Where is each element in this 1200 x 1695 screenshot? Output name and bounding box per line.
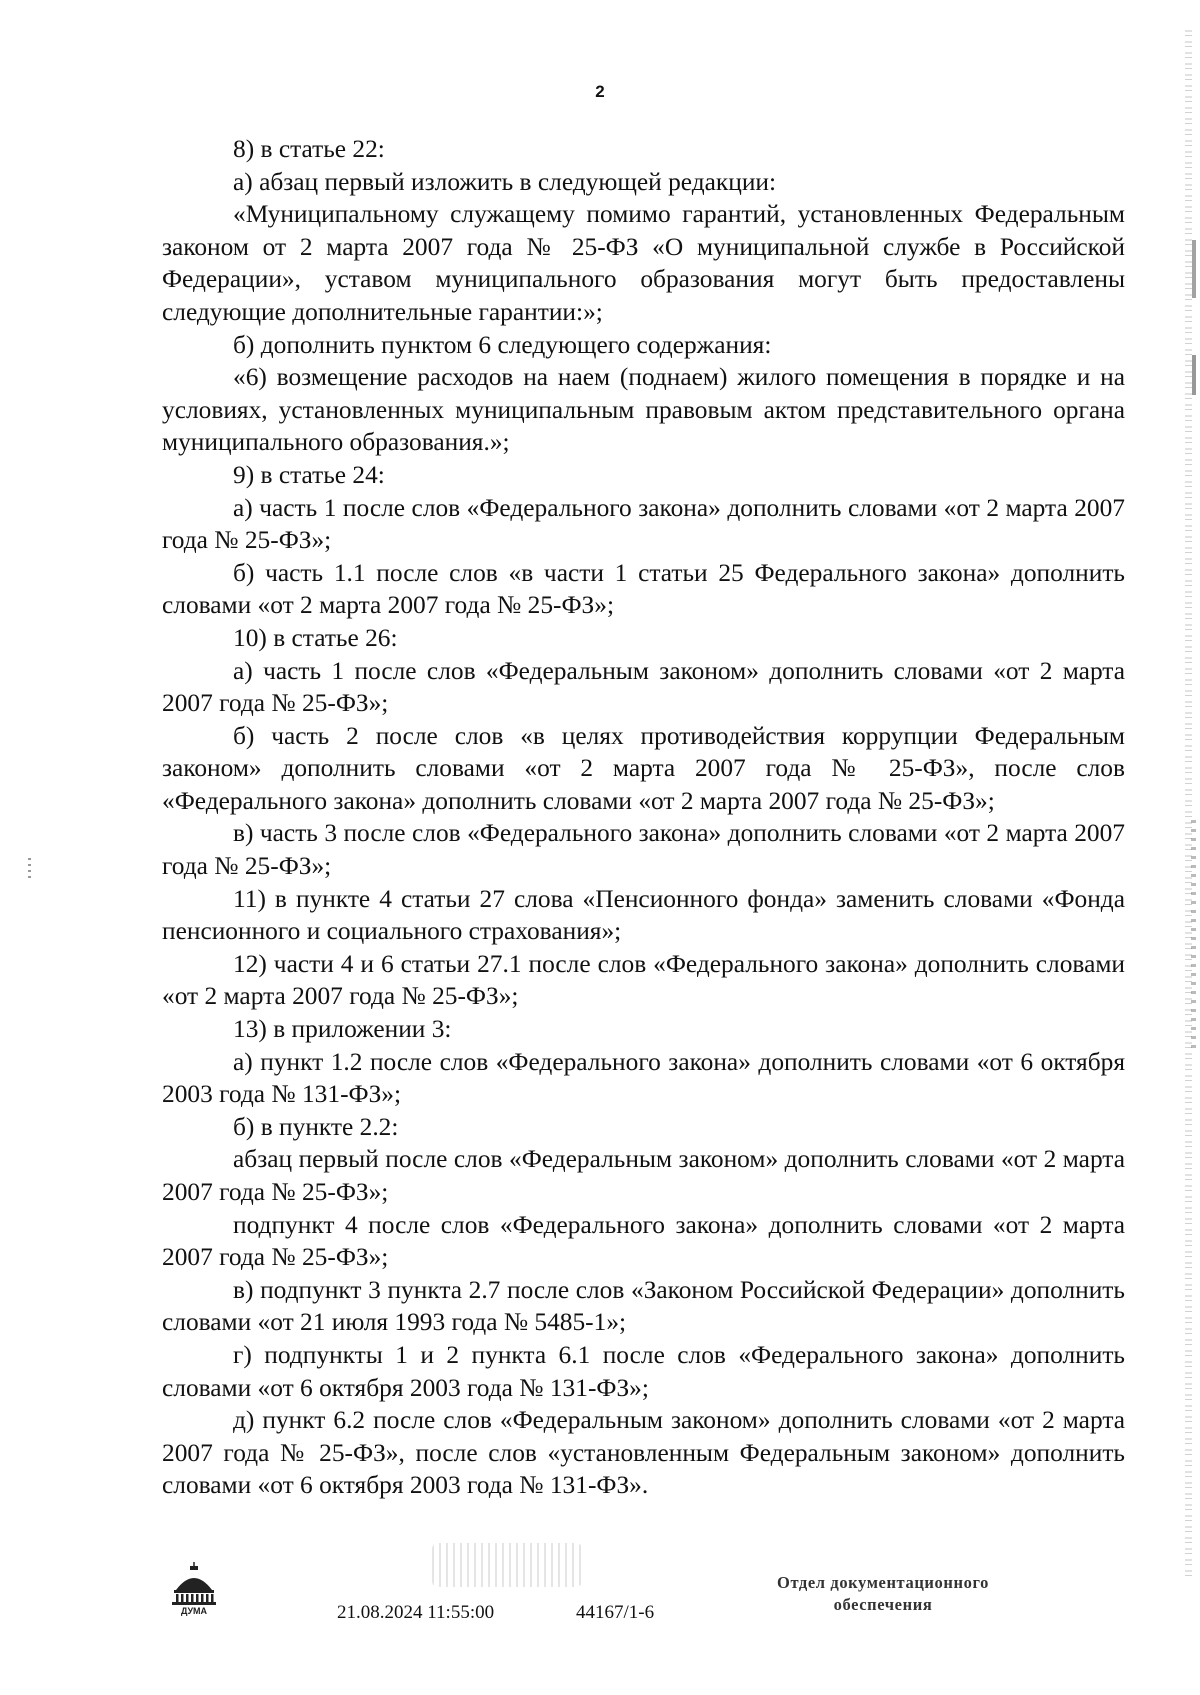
paragraph: «Муниципальному служащему помимо гарантий, установленных Федеральным законом от 2 марта 2007 года № 25-ФЗ «О муниципальной службе в Российской Федерации», уставом муниципального образования могут быть предоставлены следующие дополнительные гарантии:»; bbox=[162, 200, 1125, 326]
scan-edge-artifact bbox=[1185, 30, 1192, 1580]
paragraph: в) часть 3 после слов «Федерального закона» дополнить словами «от 2 марта 2007 года № 25-ФЗ»; bbox=[162, 819, 1125, 881]
faint-stamp bbox=[432, 1543, 582, 1587]
document-body bbox=[162, 133, 1125, 1502]
page-number: 2 bbox=[595, 82, 605, 101]
paragraph: 12) части 4 и 6 статьи 27.1 после слов «Федерального закона» дополнить словами «от 2 марта 2007 года № 25-ФЗ»; bbox=[162, 949, 1125, 1011]
scan-mark bbox=[1191, 820, 1196, 1050]
document-timestamp: 21.08.2024 11:55:00 bbox=[337, 1602, 495, 1623]
duma-logo-icon bbox=[168, 1560, 220, 1616]
paragraph: 13) в приложении 3: bbox=[233, 1015, 452, 1044]
paragraph: «6) возмещение расходов на наем (поднаем) жилого помещения в порядке и на условиях, установленных муниципальным правовым актом представительного органа муниципального образования.»; bbox=[162, 363, 1125, 457]
paragraph: г) подпункты 1 и 2 пункта 6.1 после слов «Федерального закона» дополнить словами «от 6 октября 2003 года № 131-ФЗ»; bbox=[162, 1340, 1125, 1402]
paragraph: подпункт 4 после слов «Федерального закона» дополнить словами «от 2 марта 2007 года № 25-ФЗ»; bbox=[162, 1210, 1125, 1272]
paragraph: б) в пункте 2.2: bbox=[233, 1112, 399, 1141]
paragraph: 11) в пункте 4 статьи 27 слова «Пенсионного фонда» заменить словами «Фонда пенсионного и социального страхования»; bbox=[162, 884, 1125, 946]
paragraph: б) часть 1.1 после слов «в части 1 статьи 25 Федерального закона» дополнить словами «от 2 марта 2007 года № 25-ФЗ»; bbox=[162, 558, 1125, 620]
logo-text: ДУМА bbox=[180, 1606, 208, 1616]
paragraph: а) абзац первый изложить в следующей редакции: bbox=[233, 167, 777, 196]
scan-mark bbox=[1192, 355, 1196, 395]
registration-number: 44167/1-6 bbox=[576, 1602, 655, 1623]
paragraph: абзац первый после слов «Федеральным законом» дополнить словами «от 2 марта 2007 года № 25-ФЗ»; bbox=[162, 1145, 1125, 1206]
paragraph: а) пункт 1.2 после слов «Федерального закона» дополнить словами «от 6 октября 2003 года № 131-ФЗ»; bbox=[162, 1047, 1125, 1109]
paragraph: 8) в статье 22: bbox=[233, 135, 385, 163]
department-line: Отдел документационного bbox=[777, 1573, 989, 1592]
paragraph: а) часть 1 после слов «Федеральным законом» дополнить словами «от 2 марта 2007 года № 25-ФЗ»; bbox=[162, 656, 1125, 718]
paragraph: 10) в статье 26: bbox=[233, 623, 398, 652]
paragraph: б) дополнить пунктом 6 следующего содержания: bbox=[233, 330, 772, 359]
paragraph: 9) в статье 24: bbox=[233, 460, 385, 489]
scan-dots bbox=[28, 858, 31, 878]
paragraph: д) пункт 6.2 после слов «Федеральным законом» дополнить словами «от 2 марта 2007 года № 25-ФЗ», после слов «установленным Федеральным законом» дополнить словами «от 6 октября 2003 года № 131-ФЗ». bbox=[162, 1406, 1125, 1500]
paragraph: а) часть 1 после слов «Федерального закона» дополнить словами «от 2 марта 2007 года № 25-ФЗ»; bbox=[162, 493, 1125, 555]
department-stamp bbox=[752, 1572, 1014, 1616]
paragraph: б) часть 2 после слов «в целях противодействия коррупции Федеральным законом» дополнить словами «от 2 марта 2007 года № 25-ФЗ», после слов «Федерального закона» дополнить словами «от 2 марта 2007 года № 25-ФЗ»; bbox=[162, 721, 1125, 815]
department-line: обеспечения bbox=[833, 1595, 933, 1614]
paragraph: в) подпункт 3 пункта 2.7 после слов «Законом Российской Федерации» дополнить словами «от 21 июля 1993 года № 5485-1»; bbox=[162, 1275, 1125, 1337]
scan-mark bbox=[1192, 240, 1196, 298]
